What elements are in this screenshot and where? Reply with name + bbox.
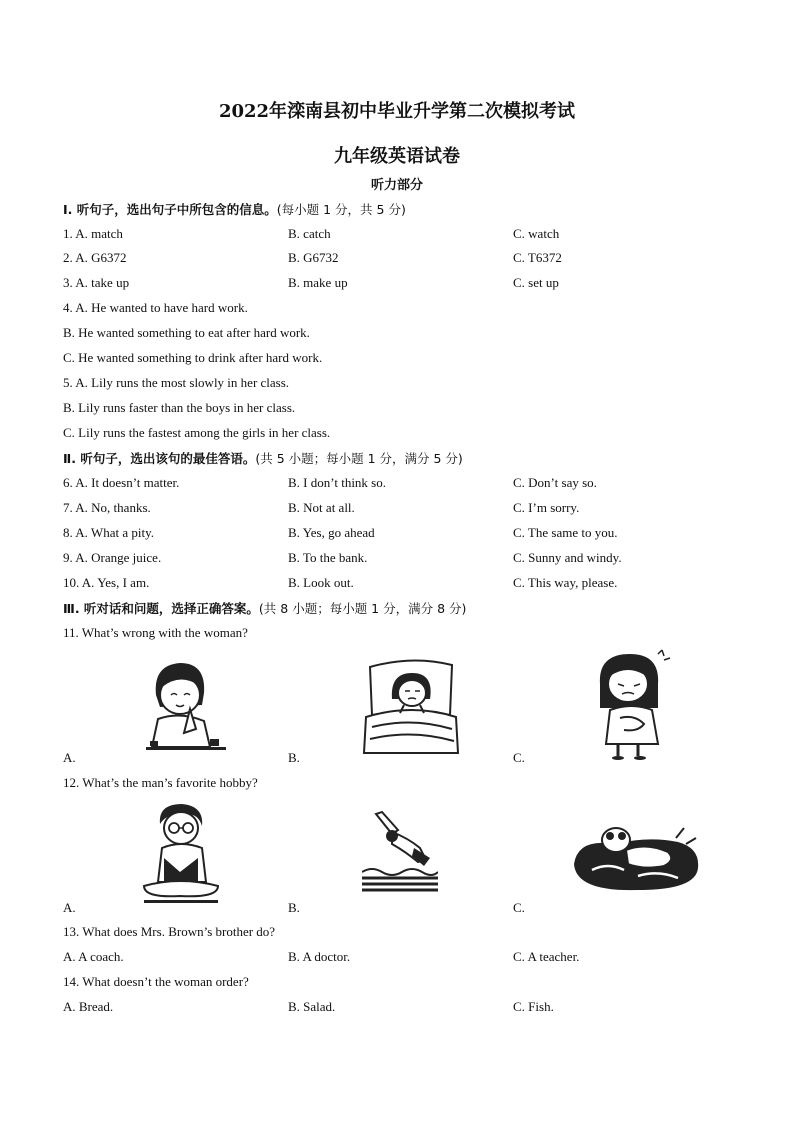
question-13 — [0, 949, 794, 967]
q14-option-a: A. Bread. — [63, 999, 114, 1014]
q14-text: 14. What doesn’t the woman order? — [63, 974, 249, 989]
q5-option-b: B. Lily runs faster than the boys in her class. — [63, 400, 296, 415]
q4-option-c: C. He wanted something to drink after hard work. — [63, 350, 323, 365]
q10-option-b: B. Look out. — [288, 575, 354, 590]
q14-option-b: B. Salad. — [288, 999, 336, 1014]
part-heading: 听力部分 — [370, 178, 423, 193]
q11-image-b — [362, 655, 460, 755]
q3-option-c: C. set up — [513, 275, 559, 290]
q5-option-a: 5. A. Lily runs the most slowly in her class. — [63, 375, 290, 390]
q7-option-b: B. Not at all. — [288, 500, 355, 515]
q11-label-c: C. — [513, 750, 525, 765]
section-1-title: Ⅰ. 听句子，选出句子中所包含的信息。 — [63, 202, 277, 217]
question-2 — [0, 250, 794, 268]
q3-option-a: 3. A. take up — [63, 275, 130, 290]
q8-option-b: B. Yes, go ahead — [288, 525, 375, 540]
q3-option-b: B. make up — [288, 275, 348, 290]
section-3-heading — [63, 599, 466, 617]
q6-option-a: 6. A. It doesn’t matter. — [63, 475, 180, 490]
q8-option-c: C. The same to you. — [513, 525, 618, 540]
q11-text: 11. What’s wrong with the woman? — [63, 625, 248, 640]
section-2-title: Ⅱ. 听句子，选出该句的最佳答语。 — [63, 451, 256, 466]
question-9 — [0, 550, 794, 568]
q12-label-c: C. — [513, 900, 525, 915]
q13-option-a: A. A coach. — [63, 949, 124, 964]
section-1-heading — [63, 200, 406, 218]
q11-label-b: B. — [288, 750, 300, 765]
q2-option-b: B. G6732 — [288, 250, 339, 265]
q6-option-c: C. Don’t say so. — [513, 475, 597, 490]
section-2-heading — [63, 449, 463, 467]
q8-option-a: 8. A. What a pity. — [63, 525, 154, 540]
question-7 — [0, 500, 794, 518]
section-3-title: Ⅲ. 听对话和问题，选择正确答案。 — [63, 601, 259, 616]
q9-option-c: C. Sunny and windy. — [513, 550, 622, 565]
question-6 — [0, 475, 794, 493]
q7-option-c: C. I’m sorry. — [513, 500, 580, 515]
q2-option-c: C. T6372 — [513, 250, 562, 265]
q5-option-c: C. Lily runs the fastest among the girls in her class. — [63, 425, 331, 440]
q4-option-a: 4. A. He wanted to have hard work. — [63, 300, 248, 315]
q13-option-c: C. A teacher. — [513, 949, 580, 964]
section-2-points: (共 5 小题；每小题 1 分，满分 5 分) — [255, 451, 463, 466]
q2-option-a: 2. A. G6372 — [63, 250, 127, 265]
q12-image-a — [140, 802, 222, 906]
q11-label-a: A. — [63, 750, 76, 765]
exam-title: 2022年滦南县初中毕业升学第二次模拟考试 — [218, 101, 576, 122]
q12-text: 12. What’s the man’s favorite hobby? — [63, 775, 258, 790]
q14-option-c: C. Fish. — [513, 999, 554, 1014]
q1-option-a: 1. A. match — [63, 226, 123, 241]
q4-option-b: B. He wanted something to eat after hard work. — [63, 325, 310, 340]
q9-option-b: B. To the bank. — [288, 550, 368, 565]
section-1-points: (每小题 1 分，共 5 分) — [276, 202, 406, 217]
q12-label-b: B. — [288, 900, 300, 915]
q13-option-b: B. A doctor. — [288, 949, 351, 964]
question-3 — [0, 275, 794, 293]
exam-subtitle: 九年级英语试卷 — [334, 146, 460, 167]
section-3-points: (共 8 小题；每小题 1 分，满分 8 分) — [258, 601, 467, 616]
q9-option-a: 9. A. Orange juice. — [63, 550, 162, 565]
q12-image-b — [362, 810, 438, 896]
question-10 — [0, 575, 794, 593]
q13-text: 13. What does Mrs. Brown’s brother do? — [63, 924, 276, 939]
q10-option-c: C. This way, please. — [513, 575, 618, 590]
question-14 — [0, 999, 794, 1017]
q6-option-b: B. I don’t think so. — [288, 475, 386, 490]
q1-option-b: B. catch — [288, 226, 331, 241]
q10-option-a: 10. A. Yes, I am. — [63, 575, 150, 590]
q12-label-a: A. — [63, 900, 76, 915]
q12-image-c — [568, 818, 704, 894]
question-1 — [0, 226, 794, 244]
q7-option-a: 7. A. No, thanks. — [63, 500, 151, 515]
q1-option-c: C. watch — [513, 226, 560, 241]
question-8 — [0, 525, 794, 543]
q11-image-a — [138, 655, 228, 755]
q11-image-c — [588, 648, 680, 760]
